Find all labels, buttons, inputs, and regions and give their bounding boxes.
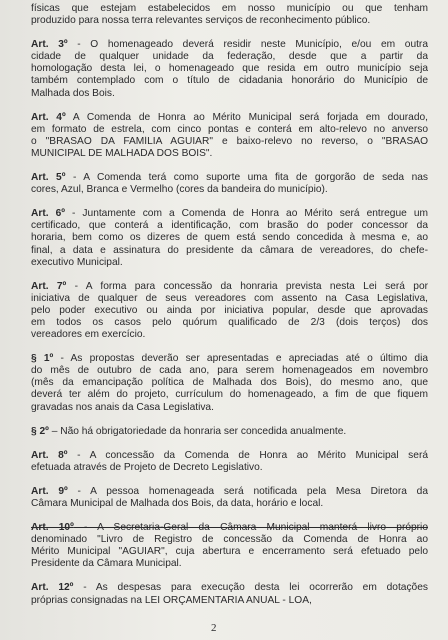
article-5-label: Art. 5º [31,172,66,184]
article-7-line-5: vereadores em exercício. [31,329,146,341]
paragraph-2 [31,426,428,438]
article-7-line-1: - A forma para concessão da honraria prevista nesta Lei será por [66,280,428,292]
article-10-label: Art. 10º [31,522,74,534]
article-6-line-1: - Juntamente com a Comenda de Honra ao Mérito será entregue um [64,208,428,220]
paragraph-1-line-1: - As propostas deverão ser apresentadas e apreciadas até o último dia [53,353,428,365]
intro-line-1: físicas que estejam estabelecidos em nosso município ou que tenham [31,3,428,14]
article-10-line-4: Presidente da Câmara Municipal. [31,558,182,570]
article-7-line-4: em todos os casos pelo quórum qualificado de 2/3 (dois terços) dos [31,316,428,328]
article-6-line-4: final, a data e assinatura do presidente da câmara de vereadores, do chefe- [31,244,428,256]
article-10-line-2: denominado "Livro de Registro de concessão da Comenda de Honra ao [31,534,428,546]
article-6 [31,208,428,268]
article-5-line-1: - A Comenda terá como suporte uma fita de gorgorão de seda nas [65,172,428,184]
article-8-line-2: efetuada através de Projeto de Decreto Legislativo. [31,461,263,473]
article-12-line-1: - As despesas para execução desta lei ocorrerão em dotações [73,582,428,594]
intro-paragraph [31,3,428,27]
article-4 [31,112,428,160]
paragraph-1-line-2: do mês de outubro de cada ano, para serem homenageados em novembro [31,365,428,377]
intro-line-2: produzido para nossa terra relevantes serviços de reconhecimento público. [31,15,371,27]
article-3-line-2: cidade de qualquer unidade da federação, desde que a partir da [31,51,428,63]
page-number: 2 [211,622,217,634]
article-9-label: Art. 9º [31,485,68,497]
article-5 [31,172,428,196]
paragraph-1-line-5: gravadas nos anais da Casa Legislativa. [31,401,214,413]
article-10 [31,522,428,570]
article-6-label: Art. 6º [31,208,65,220]
article-7-line-2: iniciativa de qualquer de seus vereadores com assento na Casa Legislativa, [31,292,428,304]
paragraph-1-line-3: (mês da emancipação política de Malhada dos Bois), do mesmo ano, que [31,377,428,389]
article-4-line-1: A Comenda de Honra ao Mérito Municipal será forjada em dourado, [65,111,428,123]
article-7-line-3: pelo poder executivo ou ainda por iniciativa popular, desde que aprovadas [31,304,428,316]
article-9 [31,486,428,510]
paragraph-1 [31,353,428,413]
article-10-line-3: Mérito Municipal "AGUIAR", cuja abertura e encerramento será efetuado pelo [31,546,428,558]
article-6-line-5: executivo Municipal. [31,256,123,268]
article-4-label: Art. 4º [31,111,66,123]
article-4-line-4: MUNICIPAL DE MALHADA DOS BOIS". [31,147,213,159]
article-9-line-2: Câmara Municipal de Malhada dos Bois, da data, horário e local. [31,498,324,509]
article-12-label: Art. 12º [31,582,74,594]
article-3-line-1: - O homenageado deverá residir neste Município, e/ou em outra [67,39,428,51]
paragraph-1-label: § 1º [31,353,54,365]
article-7 [31,281,428,341]
article-8-line-1: - A concessão da Comenda de Honra ao Mérito Municipal será [67,449,428,461]
article-8-label: Art. 8º [31,449,68,461]
article-6-line-3: horaria, bem como os dizeres de quem está sendo concedida à mesma e, ao [31,232,428,244]
article-9-line-1: - A pessoa homenageada será notificada pela Mesa Diretora da [67,485,428,497]
article-6-line-2: certificado, que conterá a identificação, com brasão do poder concessor da [31,220,428,232]
paragraph-1-line-4: deverá ter além do projeto, currículum do homenageado, a fim de que fiquem [31,389,428,401]
article-8 [31,450,428,474]
article-3-line-3: homologação desta lei, o homenageado que resida em outro município seja [31,63,428,75]
article-3-line-5: Malhada dos Bois. [31,87,115,99]
article-3-line-4: também contemplado com o título de cidadania honorário do Município de [31,75,428,87]
article-12-line-2: próprias consignadas na LEI ORÇAMENTARIA ANUAL - LOA, [31,594,312,606]
article-12 [31,582,428,606]
article-3 [31,39,428,99]
article-10-line-1: - A Secretaria-Geral da Câmara Municipal manterá livro próprio [73,522,428,534]
article-4-line-2: em formato de estrela, com cinco pontas e conterá em alto-relevo no anverso [31,123,428,135]
article-5-line-2: cores, Azul, Branca e Vermelho (cores da bandeira do município). [31,184,328,196]
article-3-label: Art. 3º [31,39,68,51]
article-7-label: Art. 7º [31,280,67,292]
paragraph-2-label: § 2º [31,425,49,437]
article-4-line-3: o "BRASÃO DA FAMÍLIA AGUIAR" e baixo-relevo no reverso, o "BRASÃO [31,135,428,147]
paragraph-2-text: – Não há obrigatoriedade da honraria ser concedida anualmente. [48,425,347,437]
